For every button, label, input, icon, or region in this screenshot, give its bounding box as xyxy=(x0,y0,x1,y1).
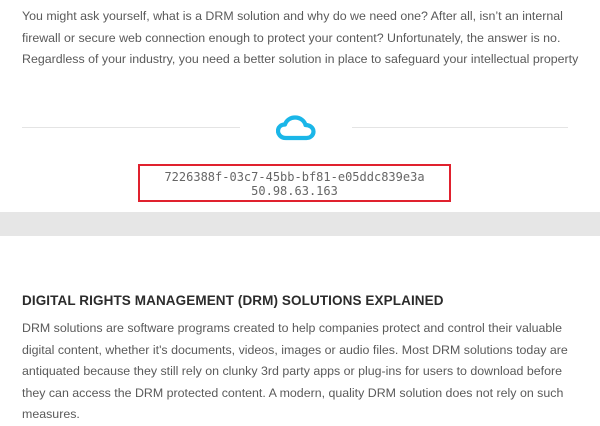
identifier-uuid: 7226388f-03c7-45bb-bf81-e05ddc839e3a xyxy=(164,170,425,184)
identifier-ip: 50.98.63.163 xyxy=(251,184,338,198)
divider-line-left xyxy=(22,127,240,128)
drm-explained-section xyxy=(22,293,582,426)
section-paragraph: DRM solutions are software programs created to help companies protect and control their valuable digital content, whether it's documents, videos, images or audio files. Most DRM solutions today are antiquated because they still rely on clunky 3rd party apps or plug-ins for users to download before they can access the DRM protected content. A modern, quality DRM solution does not rely on such measures. xyxy=(22,321,568,421)
intro-paragraph: You might ask yourself, what is a DRM solution and why do we need one? After all, isn’t an internal firewall or secure web connection enough to protect your content? Unfortunately, the answer is no. Regardless of your industry, you need a better solution in place to safeguard your intellectual property xyxy=(22,9,579,66)
intro-text-block xyxy=(22,6,582,71)
cloud-icon xyxy=(276,115,316,141)
divider-line-right xyxy=(352,127,568,128)
identifier-box xyxy=(138,164,451,202)
section-heading: DIGITAL RIGHTS MANAGEMENT (DRM) SOLUTIONS EXPLAINED xyxy=(22,293,444,308)
section-separator-band xyxy=(0,212,600,236)
